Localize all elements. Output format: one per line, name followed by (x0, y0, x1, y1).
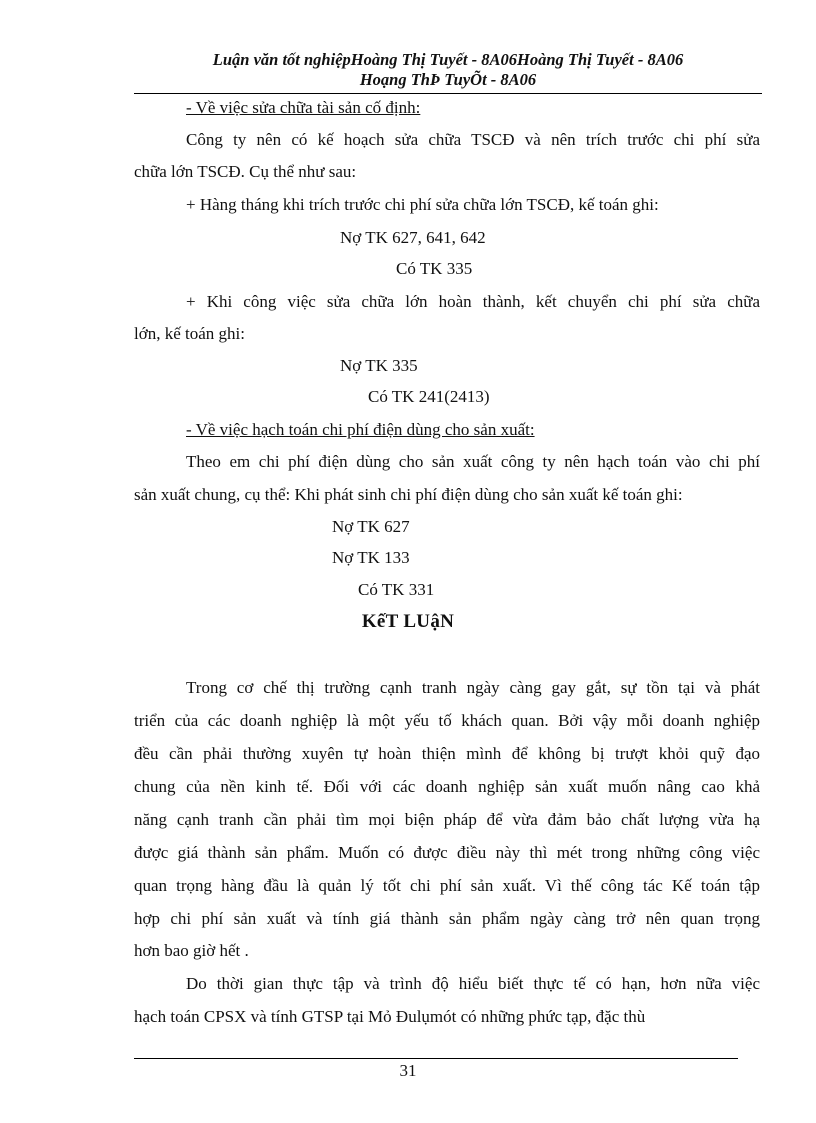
conclusion-title: KếT LUậN (361, 611, 455, 632)
entry-debit-627-641-642: Nợ TK 627, 641, 642 (340, 228, 486, 247)
conclusion-line-5: năng cạnh tranh cần phải tìm mọi biện pháp để vừa đảm bảo chất lượng vừa hạ (134, 810, 760, 829)
conclusion-line-7: quan trọng hàng đầu là quản lý tốt chi phí sản xuất. Vì thế công tác Kế toán tập (134, 876, 760, 895)
page-header (134, 50, 762, 90)
body-line-2: Công ty nên có kế hoạch sửa chữa TSCĐ và nên trích trước chi phí sửa (186, 130, 760, 149)
entry-credit-331: Có TK 331 (358, 580, 435, 599)
body-line-4: + Hàng tháng khi trích trước chi phí sửa chữa lớn TSCĐ, kế toán ghi: (186, 195, 659, 214)
entry-credit-241: Có TK 241(2413) (368, 387, 490, 406)
body-line-3: chữa lớn TSCĐ. Cụ thể như sau: (134, 162, 357, 181)
body-line-8: lớn, kế toán ghi: (134, 324, 245, 343)
body-line-12: Theo em chi phí điện dùng cho sản xuất công ty nên hạch toán vào chi phí (186, 452, 760, 471)
entry-debit-627: Nợ TK 627 (332, 517, 410, 536)
conclusion-line-2: triển của các doanh nghiệp là một yếu tố khách quan. Bởi vậy mỗi doanh nghiệp (134, 711, 760, 730)
header-rule (134, 93, 762, 94)
entry-debit-133: Nợ TK 133 (332, 548, 410, 567)
header-line-1: Luận văn tốt nghiệpHoàng Thị Tuyết - 8A06Hoàng Thị Tuyết - 8A06 (212, 50, 684, 69)
conclusion-line-6: được giá thành sản phẩm. Muốn có được điều này thì mét trong những công việc (134, 843, 760, 862)
conclusion-line-1: Trong cơ chế thị trường cạnh tranh ngày càng gay gắt, sự tồn tại và phát (186, 678, 760, 697)
conclusion-line-8: hợp chi phí sản xuất và tính giá thành sản phẩm ngày càng trở nên quan trọng (134, 909, 760, 928)
conclusion-line-3: đều cần phải thường xuyên tự hoàn thiện mình để không bị trượt khỏi quỹ đạo (134, 744, 760, 763)
conclusion-line-4: chung của nền kinh tế. Đối với các doanh nghiệp sản xuất muốn nâng cao khả (134, 777, 760, 796)
section-heading-fixed-assets: - Về việc sửa chữa tài sản cố định: (186, 98, 421, 117)
conclusion-line-11: hạch toán CPSX và tính GTSP tại Mỏ Đulụmót có những phức tạp, đặc thù (134, 1007, 646, 1026)
conclusion-line-9: hơn bao giờ hết . (134, 941, 249, 960)
footer-rule (134, 1058, 738, 1059)
body-line-13: sản xuất chung, cụ thể: Khi phát sinh chi phí điện dùng cho sản xuất kế toán ghi: (134, 485, 683, 504)
page-number: 31 (399, 1061, 417, 1080)
header-line-2: Hoạng ThÞ TuyÕt - 8A06 (359, 70, 537, 89)
entry-credit-335: Có TK 335 (396, 259, 473, 278)
body-line-7: + Khi công việc sửa chữa lớn hoàn thành, kết chuyển chi phí sửa chữa (186, 292, 760, 311)
entry-debit-335: Nợ TK 335 (340, 356, 418, 375)
conclusion-line-10: Do thời gian thực tập và trình độ hiểu biết thực tế có hạn, hơn nữa việc (186, 974, 760, 993)
section-heading-electricity: - Về việc hạch toán chi phí điện dùng cho sản xuất: (186, 420, 535, 439)
